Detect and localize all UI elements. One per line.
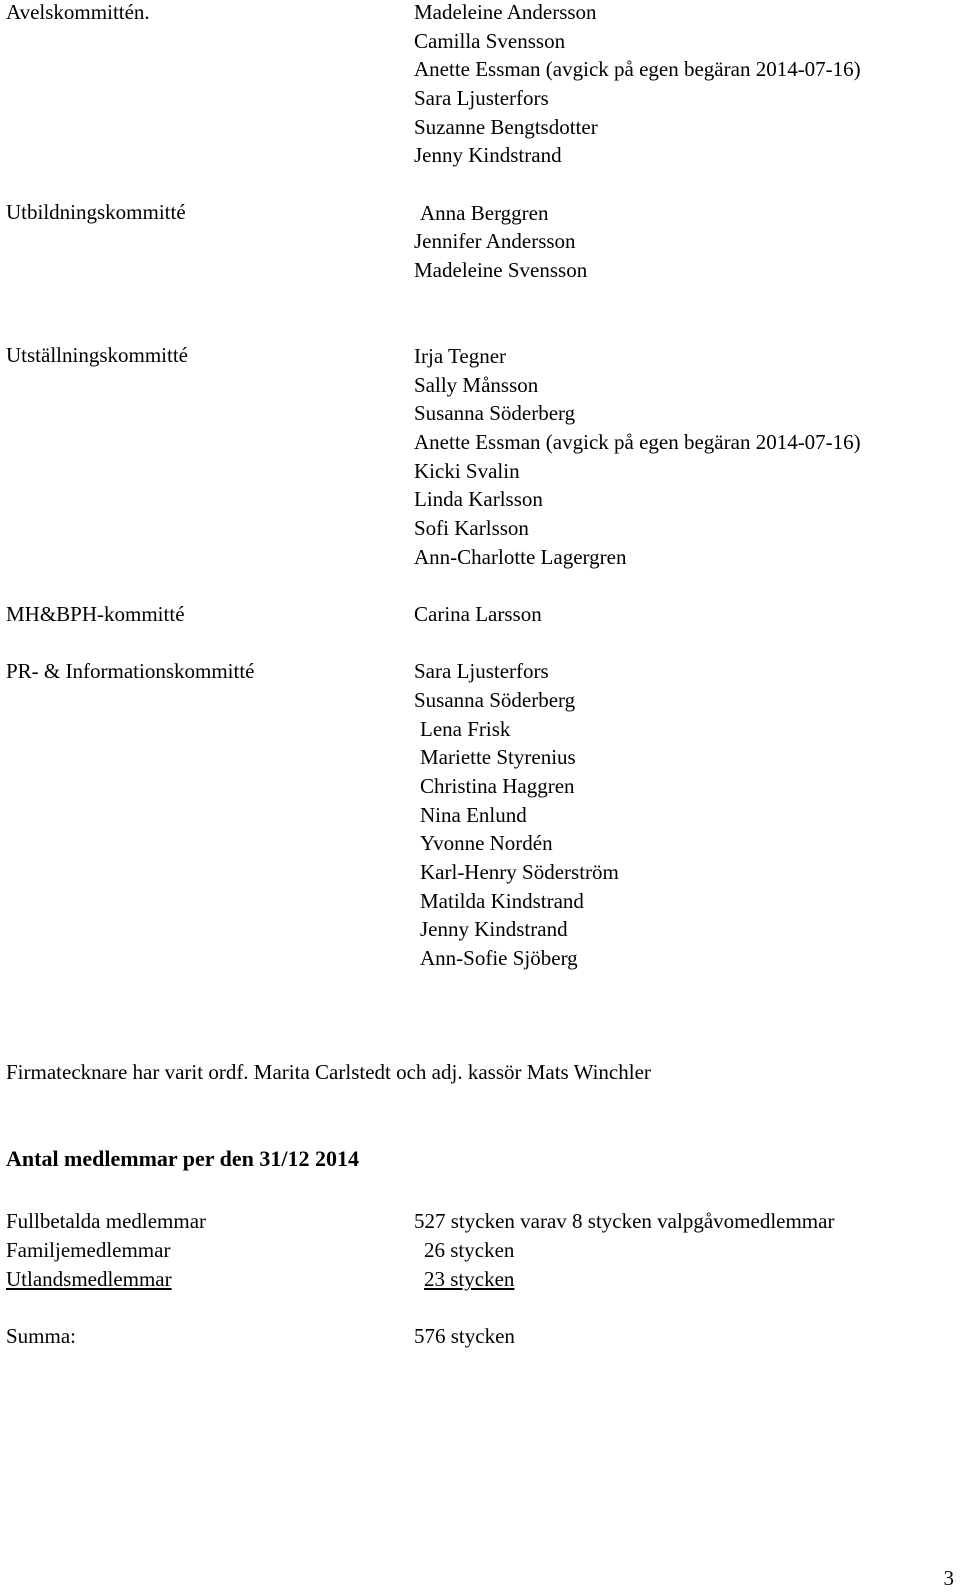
committee-member: Nina Enlund [420,803,527,827]
committee-member: Sofi Karlsson [414,516,529,540]
committee-member: Karl-Henry Söderström [420,860,619,884]
committee-name: PR- & Informationskommitté [6,659,255,683]
committee-member: Jennifer Andersson [414,229,576,253]
committee-member: Matilda Kindstrand [420,889,584,913]
committee-member: Suzanne Bengtsdotter [414,115,598,139]
committee-member: Camilla Svensson [414,29,566,53]
committee-member: Ann-Charlotte Lagergren [414,545,627,569]
committee-member: Madeleine Andersson [414,0,597,24]
membership-row-label-text: Utlandsmedlemmar [6,1267,172,1291]
membership-total-value: 576 stycken [414,1324,515,1348]
committee-name: Utställningskommitté [6,343,188,367]
committee-member: Mariette Styrenius [420,745,576,769]
page-number: 3 [943,1566,954,1590]
committee-member: Kicki Svalin [414,459,520,483]
committee-member: Sara Ljusterfors [414,86,549,110]
committee-member: Ann-Sofie Sjöberg [420,946,578,970]
membership-row-value: 23 stycken [424,1267,515,1291]
membership-row-value: 26 stycken [424,1238,515,1262]
committee-member: Jenny Kindstrand [420,917,568,941]
committee-name: MH&BPH-kommitté [6,602,185,626]
membership-row-label: Familjemedlemmar [6,1238,171,1262]
committee-member: Madeleine Svensson [414,258,588,282]
membership-row-label [6,1267,414,1291]
committee-member: Anette Essman (avgick på egen begäran 2014-07-16) [414,57,861,81]
committee-member: Yvonne Nordén [420,831,553,855]
committee-member: Anna Berggren [420,201,549,225]
committee-member: Carina Larsson [414,602,542,626]
membership-total-label: Summa: [6,1324,77,1348]
committee-member: Lena Frisk [420,717,511,741]
membership-row-value: 527 stycken varav 8 stycken valpgåvomedlemmar [414,1209,835,1233]
membership-heading: Antal medlemmar per den 31/12 2014 [6,1146,359,1171]
committee-member: Jenny Kindstrand [414,143,562,167]
committee-member: Christina Haggren [420,774,575,798]
committee-name: Utbildningskommitté [6,200,186,224]
committee-name: Avelskommittén. [6,0,150,24]
committee-member: Sally Månsson [414,373,539,397]
committee-member: Susanna Söderberg [414,401,576,425]
committee-member: Irja Tegner [414,344,507,368]
committee-member: Sara Ljusterfors [414,659,549,683]
membership-row-label: Fullbetalda medlemmar [6,1209,207,1233]
committee-member: Anette Essman (avgick på egen begäran 2014-07-16) [414,430,861,454]
committee-member: Susanna Söderberg [414,688,576,712]
signatories-text: Firmatecknare har varit ordf. Marita Carlstedt och adj. kassör Mats Winchler [6,1060,651,1084]
committee-member: Linda Karlsson [414,487,543,511]
